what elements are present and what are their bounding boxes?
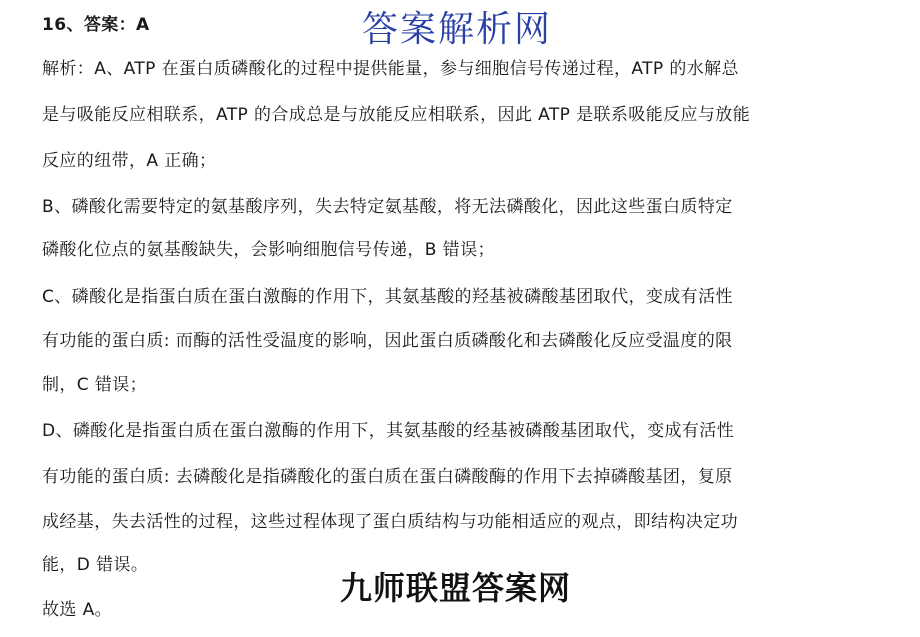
analysis-line: 磷酸化位点的氨基酸缺失，会影响细胞信号传递，B 错误； <box>42 240 495 260</box>
analysis-line: D、磷酸化是指蛋白质在蛋白激酶的作用下，其氨基酸的经基被磷酸基团取代，变成有活性 <box>42 421 735 441</box>
analysis-line: 有功能的蛋白质: 而酶的活性受温度的影响，因此蛋白质磷酸化和去磷酸化反应受温度的限 <box>42 331 733 351</box>
analysis-line: 制，C 错误； <box>42 375 148 395</box>
analysis-line: 有功能的蛋白质: 去磷酸化是指磷酸化的蛋白质在蛋白磷酸酶的作用下去掉磷酸基团，复原 <box>42 467 733 487</box>
analysis-line: 是与吸能反应相联系，ATP 的合成总是与放能反应相联系，因此 ATP 是联系吸能反应与放能 <box>42 105 751 125</box>
analysis-line: 反应的纽带，A 正确； <box>42 151 217 171</box>
analysis-line: 解析：A、ATP 在蛋白质磷酸化的过程中提供能量，参与细胞信号传递过程，ATP 的水解总 <box>42 59 739 79</box>
analysis-line: 成经基，失去活性的过程，这些过程体现了蛋白质结构与功能相适应的观点，即结构决定功 <box>42 512 738 532</box>
analysis-line: 能，D 错误。 <box>42 555 149 575</box>
question-answer-heading: 16、答案：A <box>42 15 150 35</box>
watermark-bottom: 九师联盟答案网 <box>340 569 572 607</box>
analysis-line: C、磷酸化是指蛋白质在蛋白激酶的作用下，其氨基酸的羟基被磷酸基团取代，变成有活性 <box>42 287 733 307</box>
final-answer-line: 故选 A。 <box>42 600 113 620</box>
analysis-line: B、磷酸化需要特定的氨基酸序列，失去特定氨基酸，将无法磷酸化，因此这些蛋白质特定 <box>42 197 733 217</box>
watermark-top: 答案解析网 <box>362 9 553 50</box>
